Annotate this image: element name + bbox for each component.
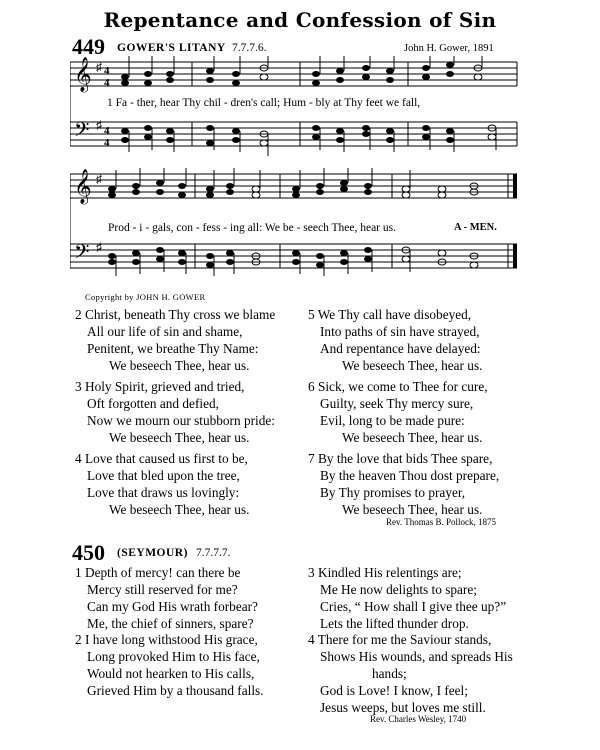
- hymn-450-stanza-4: 4 There for me the Saviour stands, Shows His wounds, and spreads His hands; God is Love! I know, I feel; Jesus weeps, but loves me still.: [308, 632, 513, 716]
- hymn-449-stanza-5: 5 We Thy call have disobeyed, Into paths of sin have strayed, And repentance have delayed: We beseech Thee, hear us.: [308, 307, 483, 374]
- hymn-449-composer: John H. Gower, 1891: [404, 43, 494, 54]
- hymn-449-meter: 7.7.7.6.: [232, 42, 267, 54]
- svg-text:𝄢: 𝄢: [74, 240, 90, 268]
- hymn-449-copyright: Copyright by JOHN H. GOWER: [85, 292, 206, 302]
- page-heading: Repentance and Confession of Sin: [103, 8, 497, 32]
- svg-text:♯: ♯: [96, 240, 102, 254]
- svg-text:4: 4: [104, 65, 110, 77]
- svg-text:𝄞: 𝄞: [74, 169, 92, 204]
- hymn-449-stanza-2: 2 Christ, beneath Thy cross we blame All our life of sin and shame, Penitent, we breathe Thy Name: We beseech Thee, hear us.: [75, 307, 276, 374]
- hymn-449-stanza-6: 6 Sick, we come to Thee for cure, Guilty, seek Thy mercy sure, Evil, long to be made pure: We beseech Thee, hear us.: [308, 379, 488, 446]
- music-system-1: [70, 56, 520, 166]
- hymn-449-lyrics-line-2: Prod - i - gals, con - fess - ing all: We be - seech Thee, hear us.: [108, 222, 396, 234]
- svg-text:♯: ♯: [96, 118, 102, 132]
- hymn-449-stanza-4: 4 Love that caused us first to be, Love that bled upon the tree, Love that draws us lovingly: We beseech Thee, hear us.: [75, 451, 250, 518]
- hymn-449-tune: GOWER'S LITANY: [117, 42, 226, 54]
- hymn-449-number: 449: [72, 34, 105, 59]
- hymn-450-author: Rev. Charles Wesley, 1740: [370, 714, 467, 724]
- svg-text:4: 4: [104, 137, 110, 149]
- hymn-449-lyrics-line-1: 1 Fa - ther, hear Thy chil - dren's call; Hum - bly at Thy feet we fall,: [107, 97, 421, 109]
- hymn-449-stanza-3: 3 Holy Spirit, grieved and tried, Oft forgotten and defied, Now we mourn our stubborn pride: We beseech Thee, hear us.: [75, 379, 275, 446]
- hymn-450-number: 450: [72, 540, 105, 565]
- svg-text:♯: ♯: [96, 60, 102, 74]
- hymn-449-amen: A - MEN.: [454, 222, 497, 233]
- hymn-449-stanza-7: 7 By the love that bids Thee spare, By the heaven Thou dost prepare, By Thy promises to prayer, We beseech Thee, hear us.: [308, 451, 500, 518]
- svg-text:4: 4: [104, 77, 110, 89]
- svg-text:𝄞: 𝄞: [74, 57, 92, 92]
- hymn-450-tune: (SEYMOUR): [117, 547, 188, 559]
- hymn-450-stanza-3: 3 Kindled His relentings are; Me He now delights to spare; Cries, “ How shall I give thee up?” Lets the lifted thunder drop.: [308, 565, 507, 632]
- svg-text:𝄢: 𝄢: [74, 118, 90, 146]
- hymn-449-author: Rev. Thomas B. Pollock, 1875: [386, 517, 496, 527]
- hymn-450-stanza-2: 2 I have long withstood His grace, Long provoked Him to His face, Would not hearken to His calls, Grieved Him by a thousand falls.: [75, 632, 264, 699]
- svg-text:♯: ♯: [96, 172, 102, 186]
- hymn-450-meter: 7.7.7.7.: [196, 547, 231, 559]
- svg-text:4: 4: [104, 125, 110, 137]
- hymn-450-stanza-1: 1 Depth of mercy! can there be Mercy still reserved for me? Can my God His wrath forbear? Me, the chief of sinners, spare?: [75, 565, 258, 632]
